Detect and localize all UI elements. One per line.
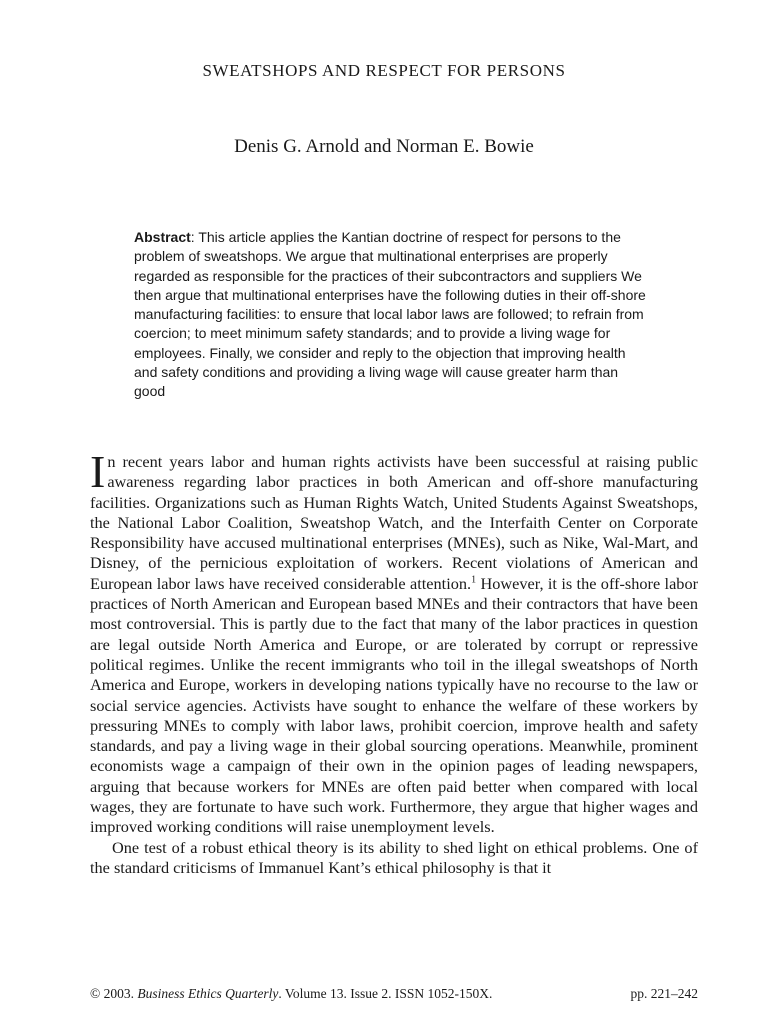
paper-authors: Denis G. Arnold and Norman E. Bowie bbox=[234, 136, 534, 157]
paragraph-1-text-a: n recent years labor and human rights activists have been successful at raising public awareness regarding labor practices in both American and off-shore manufacturing facilities. Organizations such as Human Rights Watch, United Students Against Sweatshops, the National Labor Coalition, Sweatshop Watch, and the Interfaith Center on Corporate Responsibility have accused multinational enterprises (MNEs), such as Nike, Wal-Mart, and Disney, of the pernicious exploitation of workers. Recent violations of American and European labor laws have received considerable attention. bbox=[90, 452, 698, 593]
drop-cap: I bbox=[90, 446, 106, 497]
abstract bbox=[134, 228, 652, 402]
paragraph-1-text-b: However, it is the off-shore labor practices of North American and European based MNEs and their contractors that have been most controversial. This is partly due to the fact that many of the labor practices in question are legal outside North America and Europe, or are tolerated by corrupt or repressive political regimes. Unlike the recent immigrants who toil in the illegal sweatshops of North America and Europe, workers in developing nations typically have no recourse to the law or social service agencies. Activists have sought to enhance the welfare of these workers by pressuring MNEs to comply with labor laws, prohibit coercion, improve health and safety standards, and pay a living wage in their global sourcing operations. Meanwhile, prominent economists wage a campaign of their own in the opinion pages of leading newspapers, arguing that because workers for MNEs are often paid better when compared with local wages, they are fortunate to have such work. Furthermore, they argue that higher wages and improved working conditions will raise unemployment levels. bbox=[90, 573, 699, 837]
body-paragraph-1 bbox=[90, 446, 699, 838]
footer-pages: pp. 221–242 bbox=[630, 986, 698, 1001]
abstract-label: Abstract bbox=[134, 229, 191, 245]
abstract-text: : This article applies the Kantian doctrine of respect for persons to the problem of sweatshops. We argue that multinational enterprises are properly regarded as responsible for the practices of their subcontractors and suppliers We then argue that multinational enterprises have the following duties in their off-shore manufacturing facilities: to ensure that local labor laws are followed; to refrain from coercion; to meet minimum safety standards; and to provide a living wage for employees. Finally, we consider and reply to the objection that improving health and safety conditions and providing a living wage will cause greater harm than good bbox=[134, 229, 646, 400]
footer-journal: Business Ethics Quarterly bbox=[137, 986, 279, 1001]
body-text bbox=[90, 446, 699, 878]
body-paragraph-2: One test of a robust ethical theory is its ability to shed light on ethical problems. One of the standard criticisms of Immanuel Kant’s ethical philosophy is that it bbox=[90, 837, 698, 877]
footer-copyright: © 2003. bbox=[90, 986, 138, 1001]
footnote-marker: 1 bbox=[471, 574, 477, 586]
footer-details: . Volume 13. Issue 2. ISSN 1052-150X. bbox=[278, 986, 493, 1001]
page-footer bbox=[90, 986, 698, 1002]
paper-title: SWEATSHOPS AND RESPECT FOR PERSONS bbox=[202, 61, 566, 80]
footer-citation bbox=[90, 986, 492, 1002]
